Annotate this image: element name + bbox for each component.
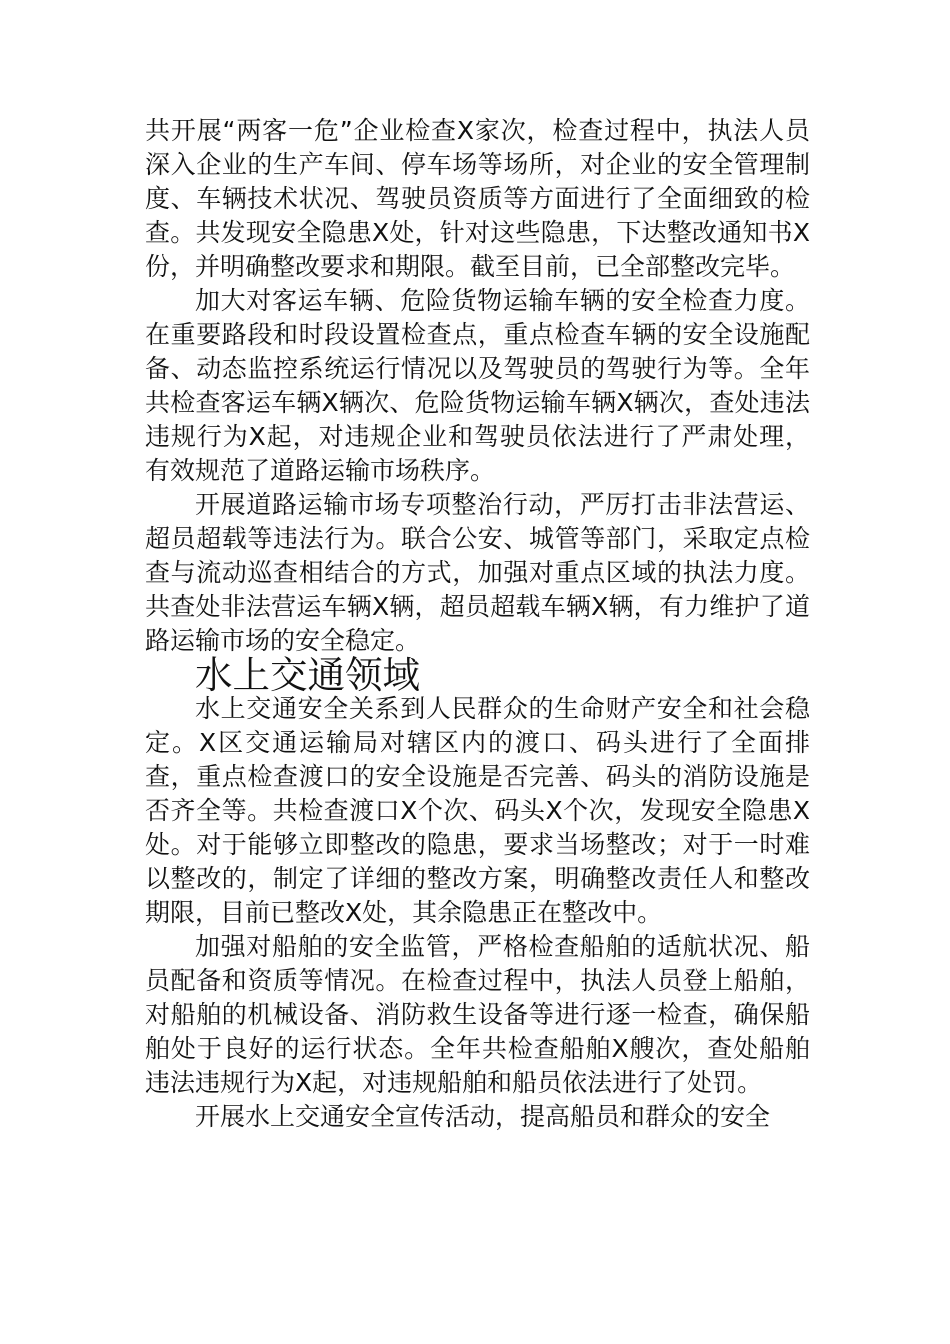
paragraph-market-rectification: 开展道路运输市场专项整治行动，严厉打击非法营运、超员超载等违法行为。联合公安、城管等部门，采取定点检查与流动巡查相结合的方式，加强对重点区域的执法力度。共查处非法营运车辆X辆，超员超载车辆X辆，有力维护了道路运输市场的安全稳定。 <box>145 490 810 655</box>
section-heading-water-traffic: 水上交通领域 <box>195 653 420 697</box>
paragraph-ferry-wharf-inspection: 水上交通安全关系到人民群众的生命财产安全和社会稳定。X区交通运输局对辖区内的渡口、码头进行了全面排查，重点检查渡口的安全设施是否完善、码头的消防设施是否齐全等。共检查渡口X个次、码头X个次，发现安全隐患X处。对于能够立即整改的隐患，要求当场整改；对于一时难以整改的，制定了详细的整改方案，明确整改责任人和整改期限，目前已整改X处，其余隐患正在整改中。 <box>145 694 810 927</box>
paragraph-vehicle-inspection: 加大对客运车辆、危险货物运输车辆的安全检查力度。在重要路段和时段设置检查点，重点检查车辆的安全设施配备、动态监控系统运行情况以及驾驶员的驾驶行为等。全年共检查客运车辆X辆次、危险货物运输车辆X辆次，查处违法违规行为X起，对违规企业和驾驶员依法进行了严肃处理，有效规范了道路运输市场秩序。 <box>145 286 810 485</box>
paragraph-safety-publicity: 开展水上交通安全宣传活动，提高船员和群众的安全 <box>195 1102 771 1131</box>
document-page <box>145 114 810 1134</box>
paragraph-enterprise-inspection: 共开展“两客一危”企业检查X家次，检查过程中，执法人员深入企业的生产车间、停车场等场所，对企业的安全管理制度、车辆技术状况、驾驶员资质等方面进行了全面细致的检查。共发现安全隐患X处，针对这些隐患，下达整改通知书X份，并明确整改要求和期限。截至目前，已全部整改完毕。 <box>145 116 810 281</box>
paragraph-ship-supervision: 加强对船舶的安全监管，严格检查船舶的适航状况、船员配备和资质等情况。在检查过程中，执法人员登上船舶，对船舶的机械设备、消防救生设备等进行逐一检查，确保船舶处于良好的运行状态。全年共检查船舶X艘次，查处船舶违法违规行为X起，对违规船舶和船员依法进行了处罚。 <box>145 932 810 1097</box>
